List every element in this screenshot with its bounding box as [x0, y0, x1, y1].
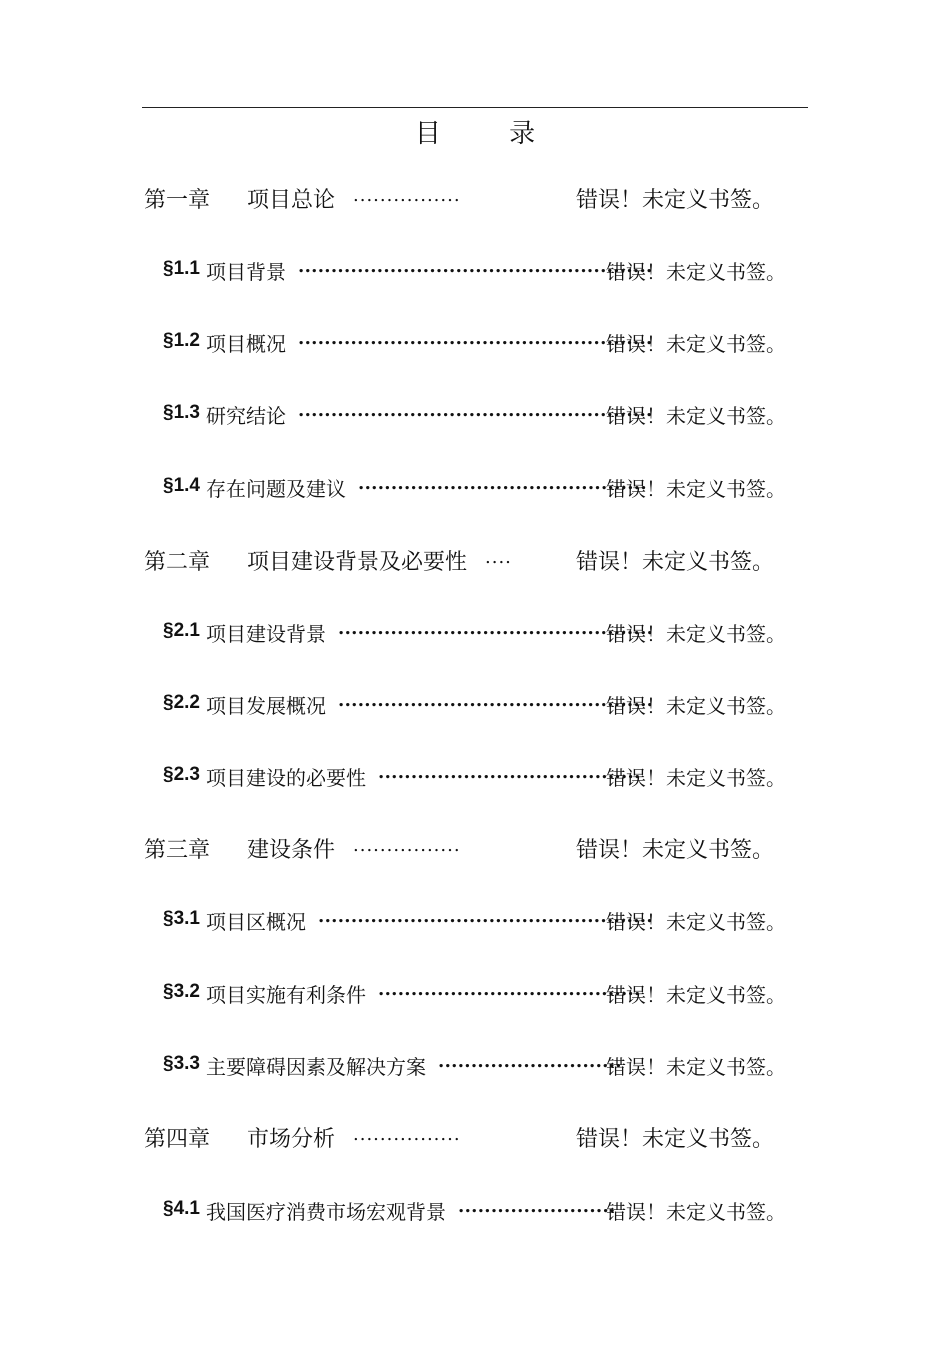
toc-leader-dots: ................: [353, 185, 461, 206]
toc-chapter-entry[interactable]: [0, 1122, 950, 1158]
toc-entry-number: 第四章: [144, 1127, 211, 1152]
toc-section-entry[interactable]: [0, 618, 950, 654]
toc-entry-number: §2.2: [163, 692, 200, 713]
toc-page-reference: 错误！未定义书签。: [576, 188, 775, 213]
toc-page-reference: 错误！未定义书签。: [606, 766, 786, 790]
toc-section-entry[interactable]: [0, 328, 950, 364]
toc-page-reference: 错误！未定义书签。: [606, 1055, 786, 1079]
toc-page-reference: 错误！未定义书签。: [606, 1200, 786, 1224]
toc-entry-number: §4.1: [163, 1198, 200, 1219]
toc-leader-dots: ....: [485, 547, 512, 568]
toc-leader-dots: ................................................: [338, 690, 654, 711]
toc-leader-dots: ........................................: [378, 762, 641, 783]
toc-leader-dots: ................................................: [338, 618, 654, 639]
toc-leader-dots: ................: [353, 1124, 461, 1145]
toc-entry-number: §2.3: [163, 764, 200, 785]
toc-entry-number: 第二章: [144, 550, 211, 575]
toc-entry-number: 第一章: [144, 188, 211, 213]
toc-entry-number: §1.1: [163, 258, 200, 279]
toc-leader-dots: ......................................................: [298, 400, 653, 421]
toc-leader-dots: ...................................................: [318, 906, 653, 927]
toc-entry-title: 项目发展概况: [206, 694, 326, 718]
toc-entry-title: 项目区概况: [206, 910, 306, 934]
toc-entry-title: 建设条件: [247, 838, 336, 863]
toc-entry-number: §3.1: [163, 908, 200, 929]
toc-leader-dots: ......................................................: [298, 256, 653, 277]
toc-entry-title: 项目概况: [206, 332, 286, 356]
toc-page-reference: 错误！未定义书签。: [606, 910, 786, 934]
toc-entry-number: §1.4: [163, 475, 200, 496]
toc-chapter-entry[interactable]: [0, 545, 950, 581]
toc-page-reference: 错误！未定义书签。: [576, 550, 775, 575]
toc-entry-number: §1.2: [163, 330, 200, 351]
toc-page-reference: 错误！未定义书签。: [606, 332, 786, 356]
toc-section-entry[interactable]: [0, 400, 950, 436]
toc-page-reference: 错误！未定义书签。: [606, 477, 786, 501]
toc-leader-dots: ........................: [458, 1196, 616, 1217]
toc-section-entry[interactable]: [0, 1051, 950, 1087]
toc-page-reference: 错误！未定义书签。: [606, 694, 786, 718]
toc-entry-title: 项目建设背景及必要性: [247, 550, 468, 575]
toc-leader-dots: ........................................: [378, 979, 641, 1000]
toc-page-reference: 错误！未定义书签。: [606, 404, 786, 428]
toc-section-entry[interactable]: [0, 762, 950, 798]
toc-entry-title: 项目建设背景: [206, 622, 326, 646]
toc-entry-title: 主要障碍因素及解决方案: [206, 1055, 426, 1079]
toc-entry-title: 我国医疗消费市场宏观背景: [206, 1200, 446, 1224]
toc-entry-title: 项目总论: [247, 188, 336, 213]
toc-leader-dots: ............................................: [358, 473, 647, 494]
toc-entry-title: 项目实施有利条件: [206, 983, 366, 1007]
toc-page-reference: 错误！未定义书签。: [576, 1127, 775, 1152]
toc-leader-dots: ............................: [438, 1051, 622, 1072]
toc-entry-number: §3.2: [163, 981, 200, 1002]
toc-chapter-entry[interactable]: [0, 833, 950, 869]
toc-section-entry[interactable]: [0, 690, 950, 726]
toc-leader-dots: ......................................................: [298, 328, 653, 349]
toc-entry-title: 市场分析: [247, 1127, 336, 1152]
toc-entry-title: 研究结论: [206, 404, 286, 428]
toc-entry-number: §1.3: [163, 402, 200, 423]
toc-section-entry[interactable]: [0, 906, 950, 942]
toc-entry-number: §2.1: [163, 620, 200, 641]
toc-section-entry[interactable]: [0, 473, 950, 509]
toc-section-entry[interactable]: [0, 1196, 950, 1232]
toc-leader-dots: ................: [353, 835, 461, 856]
toc-page-reference: 错误！未定义书签。: [606, 260, 786, 284]
toc-page-reference: 错误！未定义书签。: [606, 983, 786, 1007]
toc-section-entry[interactable]: [0, 256, 950, 292]
toc-title: 目 录: [414, 119, 566, 149]
toc-entry-number: 第三章: [144, 838, 211, 863]
toc-section-entry[interactable]: [0, 979, 950, 1015]
toc-page-reference: 错误！未定义书签。: [606, 622, 786, 646]
toc-entry-title: 项目背景: [206, 260, 286, 284]
toc-entry-number: §3.3: [163, 1053, 200, 1074]
toc-chapter-entry[interactable]: [0, 183, 950, 219]
toc-entry-title: 项目建设的必要性: [206, 766, 366, 790]
toc-page-reference: 错误！未定义书签。: [576, 838, 775, 863]
toc-entry-title: 存在问题及建议: [206, 477, 346, 501]
